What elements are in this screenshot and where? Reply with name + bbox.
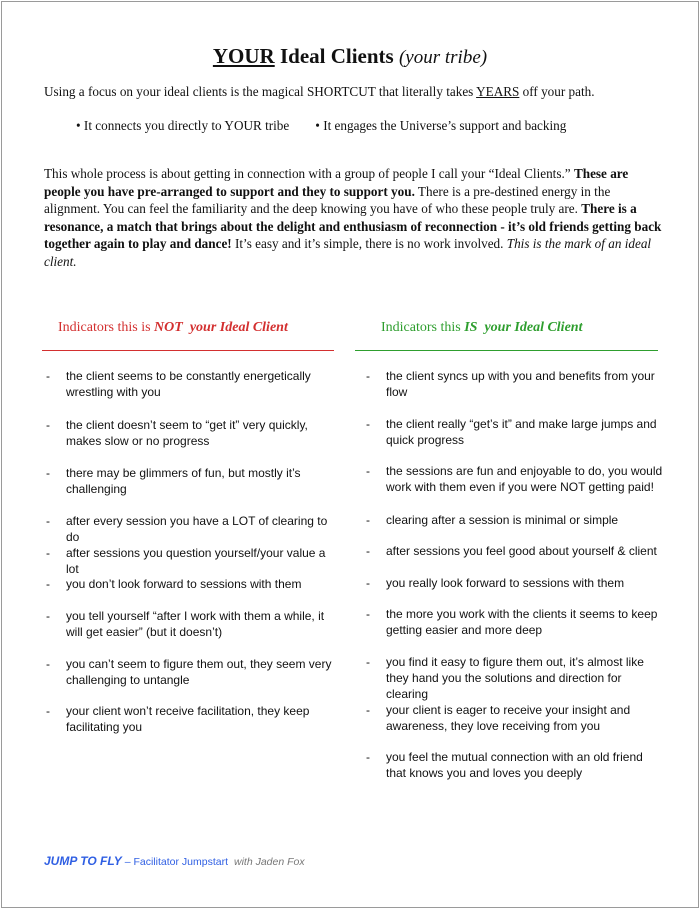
list-item: - your client won’t receive facilitation, they keep facilitating you	[46, 703, 336, 735]
not-heading-suffix: your Ideal Client	[189, 320, 288, 335]
list-item: - you can’t seem to figure them out, they seem very challenging to untangle	[46, 656, 336, 688]
list-item: - you don’t look forward to sessions with them	[46, 576, 301, 592]
list-item: - you really look forward to sessions with them	[366, 575, 624, 591]
list-item: - the more you work with the clients it seems to keep getting easier and more deep	[366, 606, 666, 638]
page-footer	[44, 854, 305, 868]
para-text-2: There is a pre-destined energy in the alignment. You can feel the familiarity and the deep knowing you have of who these people truly are.	[44, 183, 611, 216]
para-italic: This is the mark of an ideal client.	[44, 236, 652, 269]
bullet-list	[76, 118, 566, 134]
list-item: - the client doesn’t seem to “get it” very quickly, makes slow or no progress	[46, 417, 336, 449]
is-heading-suffix: your Ideal Client	[484, 320, 583, 335]
not-heading-prefix: Indicators this is	[58, 320, 155, 335]
list-item: - the sessions are fun and enjoyable to do, you would work with them even if you were NOT getting paid!	[366, 463, 666, 495]
footer-program: – Facilitator Jumpstart	[121, 856, 228, 868]
para-text-3: It’s easy and it’s simple, there is no work involved.	[231, 236, 507, 251]
list-item: - the client syncs up with you and benefits from your flow	[366, 368, 666, 400]
body-paragraph	[44, 165, 664, 270]
list-item: - clearing after a session is minimal or simple	[366, 512, 618, 528]
list-item: - your client is eager to receive your insight and awareness, they love receiving from you	[366, 702, 666, 734]
bullet-item: • It connects you directly to YOUR tribe	[76, 118, 289, 134]
intro-before: Using a focus on your ideal clients is the magical SHORTCUT that literally takes	[44, 84, 477, 99]
bullet-item: • It engages the Universe’s support and backing	[315, 118, 566, 134]
list-item: - after sessions you feel good about yourself & client	[366, 543, 657, 559]
list-item: - the client seems to be constantly energetically wrestling with you	[46, 368, 336, 400]
intro-line	[44, 84, 658, 100]
is-column-divider	[355, 350, 658, 351]
not-column-heading	[58, 320, 288, 336]
title-your: YOUR	[212, 44, 275, 68]
not-column-divider	[42, 350, 334, 351]
list-item: - the client really “get’s it” and make large jumps and quick progress	[366, 416, 666, 448]
footer-brand: JUMP TO FLY	[44, 854, 122, 868]
title-subtitle: (your tribe)	[398, 47, 488, 68]
list-item: - there may be glimmers of fun, but mostly it’s challenging	[46, 465, 336, 497]
list-item: - you find it easy to figure them out, it’s almost like they hand you the solutions and direction for clearing	[366, 654, 666, 702]
document-page	[1, 1, 699, 908]
list-item: - you feel the mutual connection with an old friend that knows you and loves you deeply	[366, 749, 666, 781]
not-heading-emph: NOT	[154, 320, 183, 335]
is-heading-prefix: Indicators this	[381, 320, 465, 335]
intro-years: YEARS	[476, 84, 520, 99]
title-rest: Ideal Clients	[274, 44, 394, 68]
list-item: - after sessions you question yourself/your value a lot	[46, 545, 336, 577]
intro-after: off your path.	[519, 84, 595, 99]
para-text-1: This whole process is about getting in connection with a group of people I call your “Ideal Clients.”	[44, 166, 571, 181]
footer-author: with Jaden Fox	[234, 856, 305, 868]
list-item: - you tell yourself “after I work with them a while, it will get easier” (but it doesn’t)	[46, 608, 336, 640]
page-title	[2, 44, 698, 69]
is-heading-emph: IS	[464, 320, 478, 335]
is-column-heading	[381, 320, 582, 336]
para-bold-2: There is a resonance, a match that brings about the delight and enthusiasm of reconnection - it’s old friends getting back together again to play and dance!	[44, 201, 662, 251]
list-item: - after every session you have a LOT of clearing to do	[46, 513, 336, 545]
para-bold-1: These are people you have pre-arranged to support and they to support you.	[44, 166, 629, 199]
